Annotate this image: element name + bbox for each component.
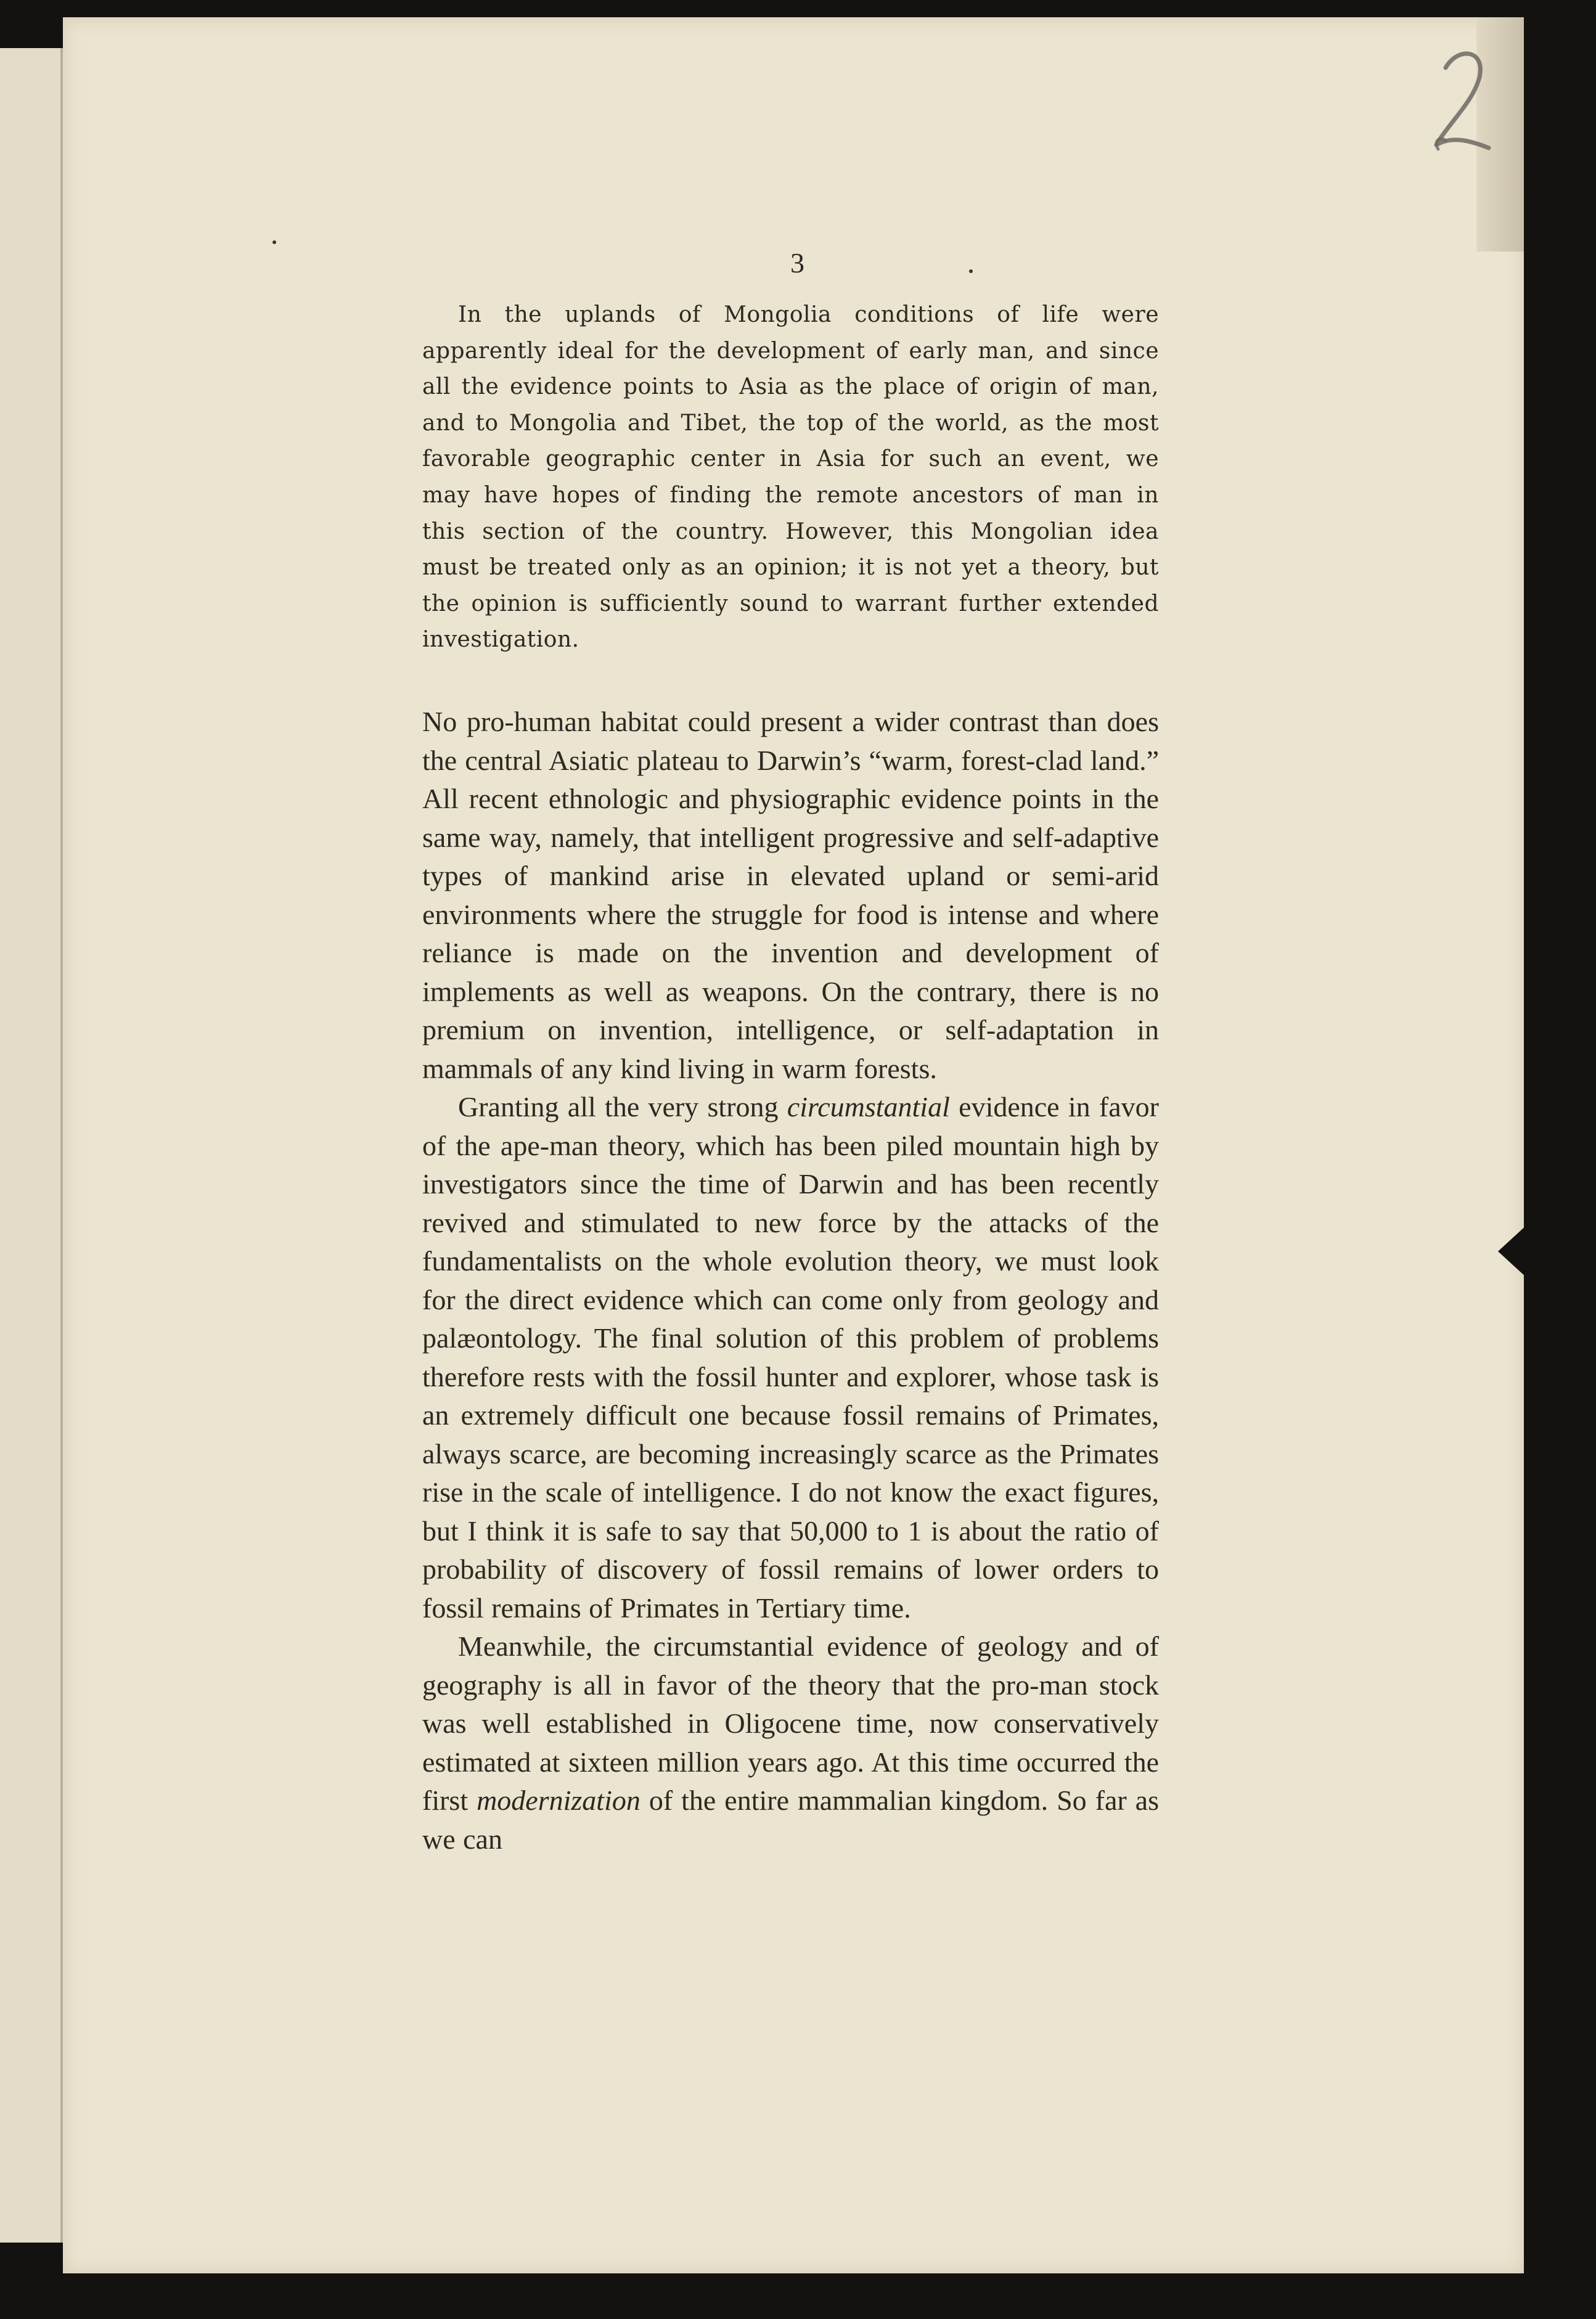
- paragraph-4: [422, 1627, 1159, 1859]
- paragraph-4-rest: of the entire mammalian kingdom. So far as we can: [422, 1785, 1159, 1855]
- page-number: 3: [790, 247, 806, 279]
- back-sheet: [0, 48, 62, 2243]
- paragraph-4-start: Meanwhile, the circumstantial evidence of geology and of geography is all in favor of the theory that the pro-man stock was well established in Oligocene time, now conservatively estimated at sixteen million years ago. At this time occurred the first: [422, 1630, 1159, 1816]
- paragraph-1-text: In the uplands of Mongolia conditions of life were apparently ideal for the development of early man, and since all the evidence points to Asia as the place of origin of man, and to Mongolia and Tibet, the top of the world, as the most favorable geographic center in Asia for such an event, we may have hopes of finding the remote ancestors of man in this section of the country. However, this Mongolian idea must be treated only as an opinion; it is not yet a theory, but the opinion is sufficiently sound to warrant further extended investigation.: [422, 302, 1159, 653]
- paragraph-3-rest: evidence in favor of the ape-man theory, which has been piled mountain high by investigators since the time of Darwin and has been recently revived and stimulated to new force by the attacks of the fundamentalists on the whole evolution theory, we must look for the direct evidence which can come only from geology and palæontology. The final solution of this problem of problems therefore rests with the fossil hunter and explorer, whose task is an extremely difficult one because fossil remains of Primates, always scarce, are becoming increasingly scarce as the Primates rise in the scale of intelligence. I do not know the exact figures, but I think it is safe to say that 50,000 to 1 is about the ratio of probability of discovery of fossil remains of lower orders to fossil remains of Primates in Tertiary time.: [422, 1091, 1159, 1624]
- paragraph-2-text: No pro-human habitat could present a wider contrast than does the central Asiatic plateau to Darwin’s “warm, forest-clad land.” All recent ethnologic and physiographic evidence points in the same way, namely, that intelligent progressive and self-adaptive types of mankind arise in elevated upland or semi-arid environments where the struggle for food is intense and where reliance is made on the invention and development of implements as well as weapons. On the contrary, there is no premium on invention, intelligence, or self-adaptation in mammals of any kind living in warm forests.: [422, 706, 1159, 1084]
- paragraph-3-start: Granting all the very strong: [458, 1091, 787, 1123]
- italic-circumstantial: circumstantial: [787, 1091, 950, 1123]
- paragraph-uplands: [422, 297, 1159, 658]
- italic-modernization: modernization: [477, 1785, 640, 1816]
- page-edge-notch: [1498, 1217, 1535, 1285]
- paragraph-3: [422, 1088, 1159, 1627]
- main-text: [422, 703, 1159, 1859]
- pencil-page-mark: [1421, 43, 1495, 160]
- speck: [272, 240, 276, 244]
